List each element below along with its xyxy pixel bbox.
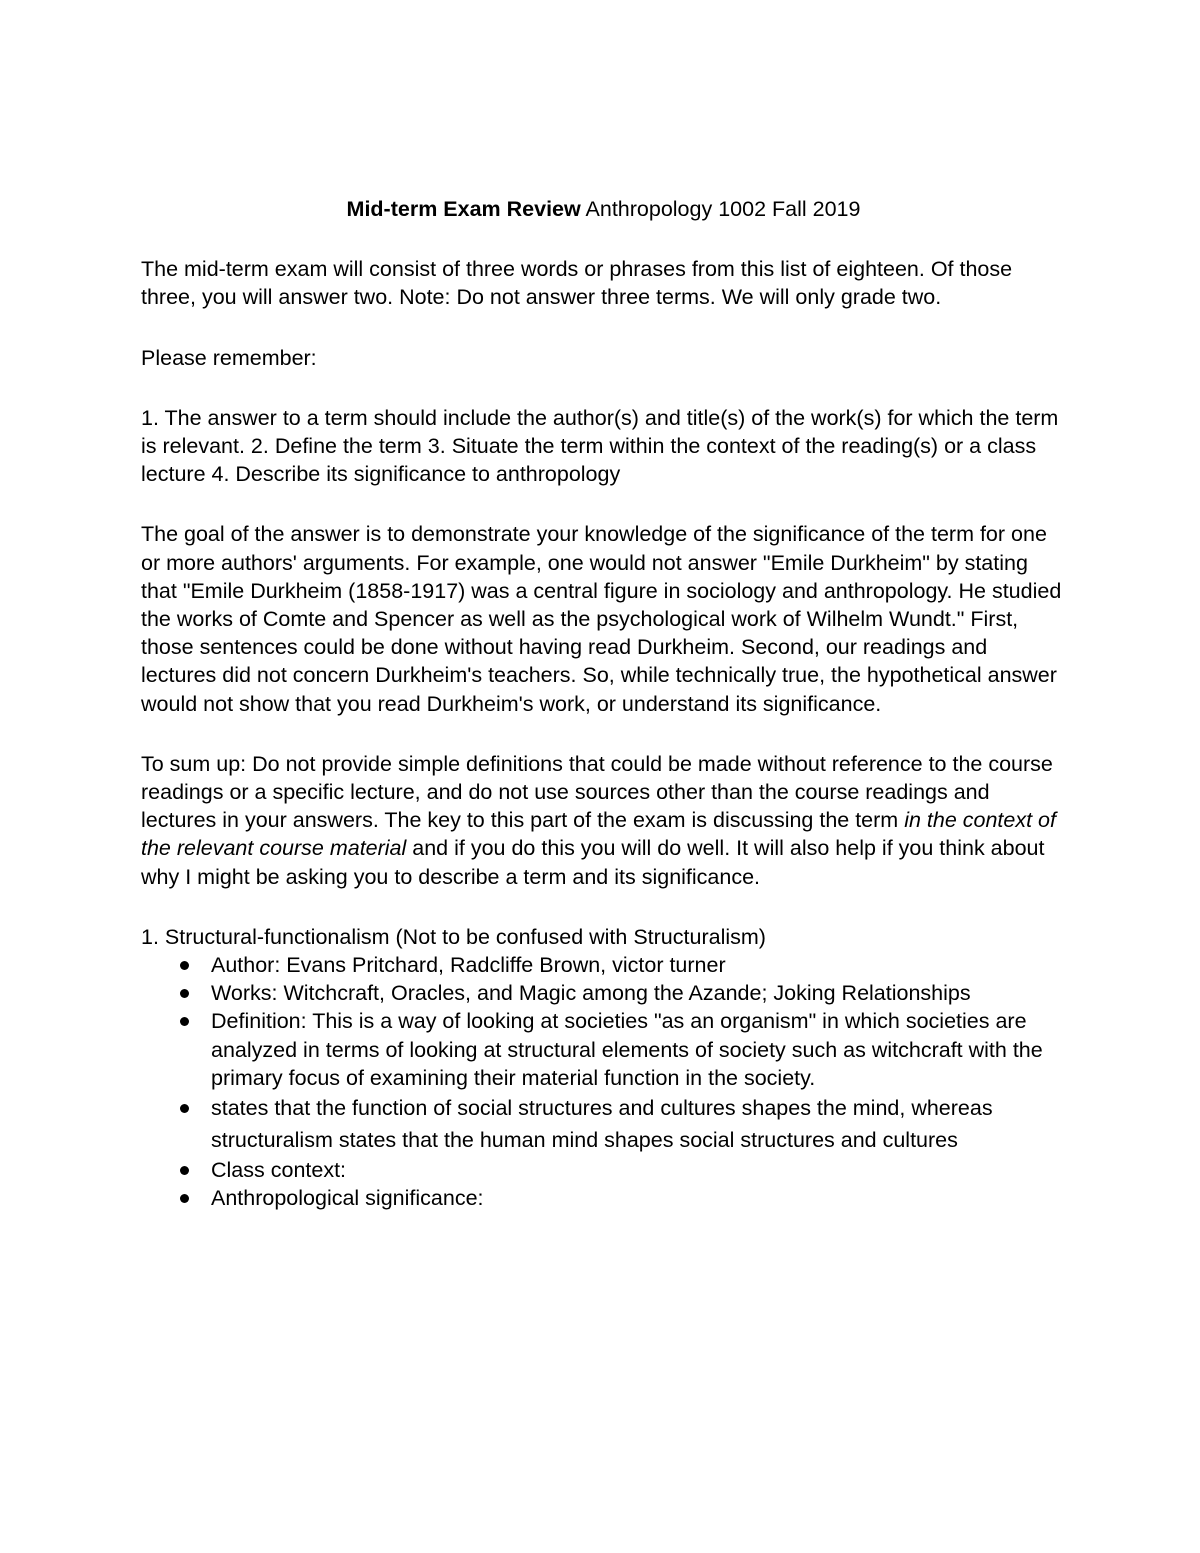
sum-up-text-1: To sum up: Do not provide simple definitions that could be made without reference to the course readings or a specific lecture, and do not use sources other than the course readings and lectures in your answers. The key to this part of the exam is discussing the term [141,751,1053,833]
intro-paragraph: The mid-term exam will consist of three words or phrases from this list of eighteen. Of those three, you will answer two. Note: Do not answer three terms. We will only grade two. [141,257,1013,310]
term-heading: 1. Structural-functionalism (Not to be confused with Structuralism) [141,924,766,949]
bullet-class-context: Class context: [211,1156,1066,1184]
title-rest: Anthropology 1002 Fall 2019 [580,197,861,221]
bullet-works: Works: Witchcraft, Oracles, and Magic among the Azande; Joking Relationships [211,979,1066,1007]
remember-paragraph: Please remember: [141,345,317,370]
goal-paragraph: The goal of the answer is to demonstrate your knowledge of the significance of the term for one or more authors' arguments. For example, one would not answer "Emile Durkheim" by stating that "Emile Durkheim (1858-1917) was a central figure in sociology and anthropology. He studied the works of Comte and Spencer as well as the psychological work of Wilhelm Wundt." First, those sentences could be done without having read Durkheim. Second, our readings and lectures did not concern Durkheim's teachers. So, while technically true, the hypothetical answer would not show that you read Durkheim's work, or understand its significance. [141,522,1062,716]
sum-up-italic: in the context of the relevant course material [141,808,1056,861]
term-bullet-list [141,951,1066,1212]
bullet-significance: Anthropological significance: [211,1184,1066,1212]
sum-up-paragraph [141,750,1066,891]
bullet-definition: Definition: This is a way of looking at societies "as an organism" in which societies are analyzed in terms of looking at structural elements of society such as witchcraft with the primary focus of examining their material function in the society. [211,1007,1066,1092]
bullet-author: Author: Evans Pritchard, Radcliffe Brown, victor turner [211,951,1066,979]
instructions-paragraph: 1. The answer to a term should include the author(s) and title(s) of the work(s) for which the term is relevant. 2. Define the term 3. Situate the term within the context of the reading(s) or a class lecture 4. Describe its significance to anthropology [141,405,1059,487]
document-title [141,195,1066,223]
bullet-states: states that the function of social structures and cultures shapes the mind, whereas structuralism states that the human mind shapes social structures and cultures [211,1092,1066,1156]
document-content [141,195,1066,1212]
sum-up-text-2: and if you do this you will do well. It will also help if you think about why I might be asking you to describe a term and its significance. [141,836,1045,889]
title-bold: Mid-term Exam Review [346,197,581,221]
